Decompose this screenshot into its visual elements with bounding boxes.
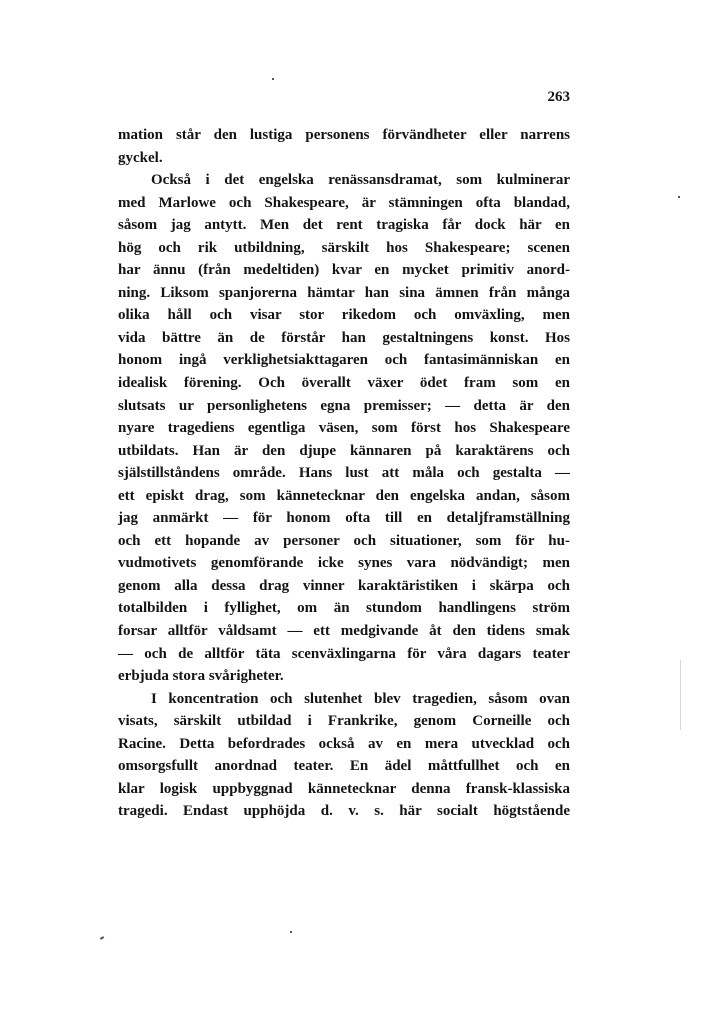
text-line: omsorgsfullt anordnad teater. En ädel måttfullhet och en — [118, 758, 570, 775]
paragraph-first-line: I koncentration och slutenhet blev tragedien, såsom ovan — [151, 690, 570, 707]
paragraph-first-line: Också i det engelska renässansdramat, som kulminerar — [151, 172, 570, 189]
scan-speck — [272, 78, 274, 80]
text-line: honom ingå verklighetsiakttagaren och fantasimänniskan en — [118, 352, 570, 369]
text-line: visats, särskilt utbildad i Frankrike, genom Corneille och — [118, 713, 570, 730]
scan-speck — [678, 196, 680, 198]
text-line: hög och rik utbildning, särskilt hos Shakespeare; scenen — [118, 239, 570, 256]
scan-speck — [290, 931, 292, 933]
text-line: själstillståndens område. Hans lust att måla och gestalta — — [118, 465, 570, 482]
text-line: nyare tragediens egentliga väsen, som först hos Shakespeare — [118, 420, 570, 437]
text-line: med Marlowe och Shakespeare, är stämningen ofta blandad, — [118, 194, 570, 211]
text-line: har ännu (från medeltiden) kvar en mycket primitiv anord- — [118, 262, 570, 279]
text-line: gyckel. — [118, 149, 163, 166]
text-line: utbildats. Han är den djupe kännaren på karaktärens och — [118, 442, 570, 459]
text-line: slutsats ur personlighetens egna premisser; — detta är den — [118, 397, 570, 414]
page-number: 263 — [547, 89, 570, 105]
text-line: ett episkt drag, som kännetecknar den engelska andan, såsom — [118, 487, 570, 504]
scan-edge-mark — [680, 660, 681, 730]
text-line: tragedi. Endast upphöjda d. v. s. här socialt högtstående — [118, 803, 570, 820]
text-line: mation står den lustiga personens förvändheter eller narrens — [118, 127, 570, 143]
text-line: och ett hopande av personer och situationer, som för hu- — [118, 532, 570, 549]
text-line: ning. Liksom spanjorerna hämtar han sina ämnen från många — [118, 284, 570, 301]
text-line: vida bättre än de förstår han gestaltningens konst. Hos — [118, 329, 570, 346]
text-line: såsom jag antytt. Men det rent tragiska får dock här en — [118, 217, 570, 234]
text-line: Racine. Detta befordrades också av en mera utvecklad och — [118, 735, 570, 752]
text-line: erbjuda stora svårigheter. — [118, 668, 284, 685]
text-line: klar logisk uppbyggnad kännetecknar denna fransk-klassiska — [118, 780, 570, 797]
text-line: olika håll och visar stor rikedom och omväxling, men — [118, 307, 570, 324]
text-line: totalbilden i fyllighet, om än stundom handlingens ström — [118, 600, 570, 617]
body-text — [118, 124, 570, 823]
text-line: idealisk förening. Och överallt växer ödet fram som en — [118, 375, 570, 392]
text-line: vudmotivets genomförande icke synes vara nödvändigt; men — [118, 555, 570, 572]
scan-speck — [100, 936, 104, 940]
text-line: — och de alltför täta scenväxlingarna för våra dagars teater — [118, 645, 570, 662]
text-line: genom alla dessa drag vinner karaktäristiken i skärpa och — [118, 577, 570, 594]
text-line: forsar alltför våldsamt — ett medgivande åt den tidens smak — [118, 623, 570, 640]
text-line: jag anmärkt — för honom ofta till en detaljframställning — [118, 510, 570, 527]
